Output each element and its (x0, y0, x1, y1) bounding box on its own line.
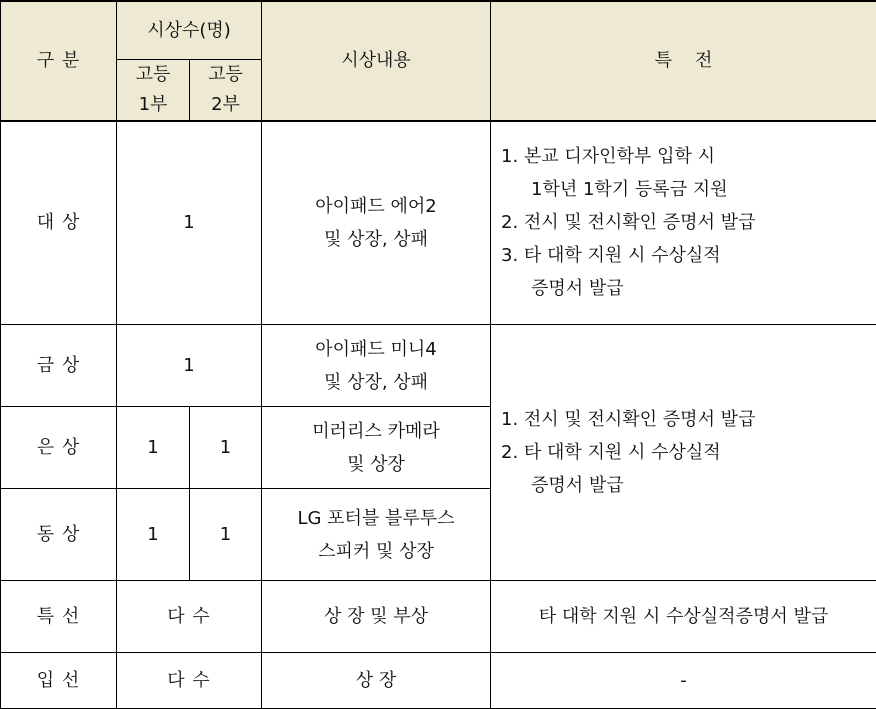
row-count: 1 (117, 325, 262, 407)
benefit-line: 1학년 1학기 등록금 지원 (501, 173, 876, 206)
benefit-line: 1. 본교 디자인학부 입학 시 (501, 140, 876, 173)
header-award-count: 시상수(명) (117, 1, 262, 59)
row-content: 상 장 (262, 653, 491, 709)
row-category: 은 상 (1, 407, 117, 489)
row-content (262, 121, 491, 325)
header-content: 시상내용 (262, 1, 491, 121)
content-line: 아이패드 에어2 (262, 190, 490, 223)
row-category: 입 선 (1, 653, 117, 709)
row-category: 동 상 (1, 489, 117, 581)
row-count: 다 수 (117, 653, 262, 709)
content-line: 및 상장, 상패 (262, 366, 490, 399)
row-content (262, 325, 491, 407)
benefit-line: 2. 전시 및 전시확인 증명서 발급 (501, 206, 876, 239)
benefit-line: 3. 타 대학 지원 시 수상실적 (501, 239, 876, 272)
header-div1-line1: 고등 (117, 60, 189, 90)
row-category: 특 선 (1, 581, 117, 653)
table-row (1, 325, 876, 407)
content-line: 및 상장 (262, 448, 490, 481)
table-row (1, 121, 876, 325)
row-count-div2: 1 (190, 407, 262, 489)
header-div2-line1: 고등 (190, 60, 261, 90)
header-div1-line2: 1부 (117, 90, 189, 120)
header-div2-line2: 2부 (190, 90, 261, 120)
row-count: 1 (117, 121, 262, 325)
row-count-div1: 1 (117, 407, 190, 489)
header-benefits: 특 전 (491, 1, 876, 121)
table-row (1, 653, 876, 709)
row-content (262, 407, 491, 489)
header-category: 구 분 (1, 1, 117, 121)
content-line: LG 포터블 블루투스 (262, 502, 490, 535)
row-category: 대 상 (1, 121, 117, 325)
content-line: 및 상장, 상패 (262, 223, 490, 256)
row-content (262, 489, 491, 581)
row-benefits: 타 대학 지원 시 수상실적증명서 발급 (491, 581, 876, 653)
content-line: 미러리스 카메라 (262, 415, 490, 448)
benefit-line: 증명서 발급 (501, 272, 876, 305)
content-line: 아이패드 미니4 (262, 333, 490, 366)
row-content: 상 장 및 부상 (262, 581, 491, 653)
row-category: 금 상 (1, 325, 117, 407)
row-count-div1: 1 (117, 489, 190, 581)
content-line: 스피커 및 상장 (262, 535, 490, 568)
row-count: 다 수 (117, 581, 262, 653)
benefit-line: 2. 타 대학 지원 시 수상실적 (501, 436, 876, 469)
benefit-line: 1. 전시 및 전시확인 증명서 발급 (501, 403, 876, 436)
header-high-school-div2 (190, 59, 262, 121)
row-benefits (491, 121, 876, 325)
row-benefits: - (491, 653, 876, 709)
row-count-div2: 1 (190, 489, 262, 581)
benefit-line: 증명서 발급 (501, 469, 876, 502)
header-high-school-div1 (117, 59, 190, 121)
table-row (1, 581, 876, 653)
shared-benefits (491, 325, 876, 581)
